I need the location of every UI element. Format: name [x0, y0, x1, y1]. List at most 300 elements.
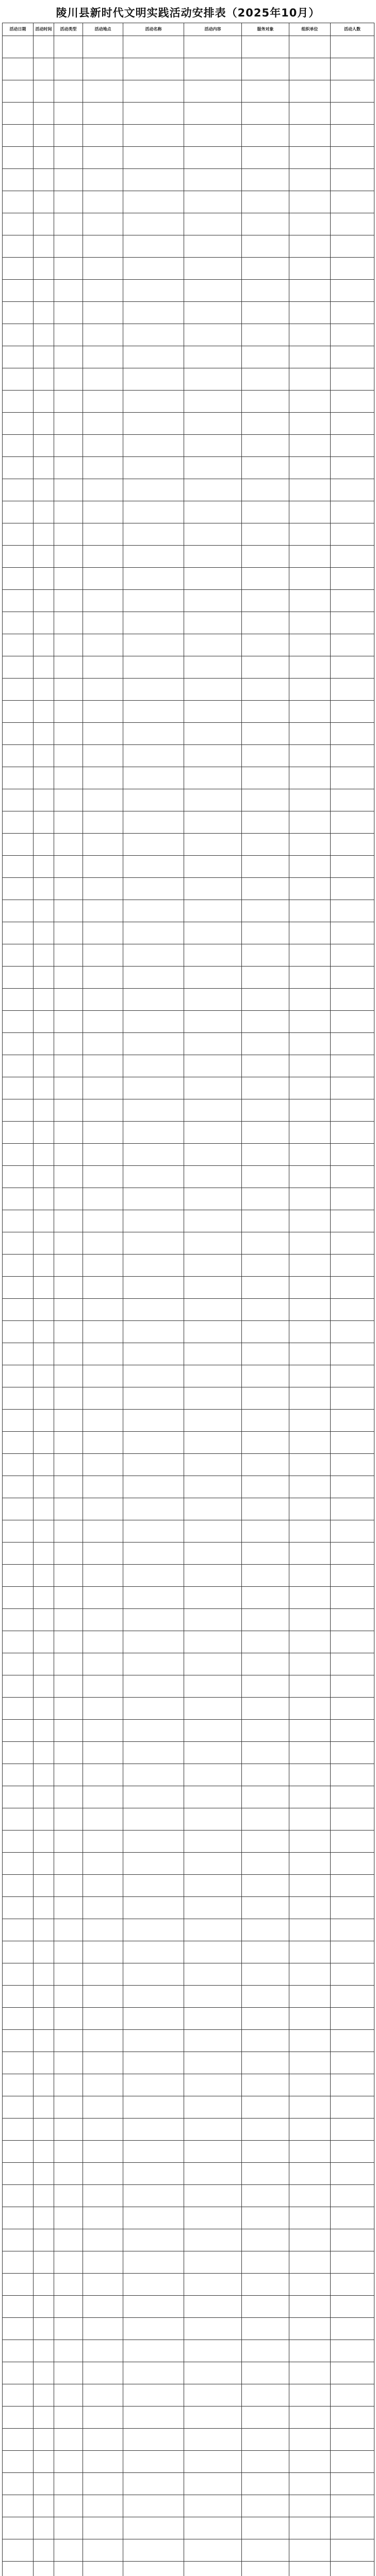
cell-location	[83, 1432, 123, 1454]
column-header-date: 活动日期	[3, 23, 34, 36]
cell-content	[184, 789, 242, 811]
cell-organizer	[289, 2296, 331, 2318]
cell-location	[83, 391, 123, 413]
cell-audience	[242, 2562, 289, 2576]
cell-time	[34, 435, 54, 457]
cell-content	[184, 679, 242, 701]
cell-content	[184, 1144, 242, 1166]
cell-type	[54, 1255, 83, 1277]
cell-name	[123, 36, 184, 58]
table-row	[3, 656, 374, 679]
cell-date	[3, 1255, 34, 1277]
table-row	[3, 1764, 374, 1786]
cell-type	[54, 1786, 83, 1808]
cell-type	[54, 834, 83, 856]
cell-organizer	[289, 1764, 331, 1786]
table-row	[3, 213, 374, 235]
cell-content	[184, 612, 242, 634]
cell-name	[123, 213, 184, 235]
cell-audience	[242, 368, 289, 391]
cell-people	[331, 280, 374, 302]
cell-organizer	[289, 2008, 331, 2030]
cell-location	[83, 989, 123, 1011]
column-header-time: 活动时间	[34, 23, 54, 36]
table-row	[3, 368, 374, 391]
cell-location	[83, 479, 123, 501]
cell-time	[34, 501, 54, 523]
cell-audience	[242, 2074, 289, 2096]
cell-organizer	[289, 900, 331, 922]
cell-time	[34, 1808, 54, 1831]
cell-content	[184, 1565, 242, 1587]
cell-audience	[242, 767, 289, 789]
cell-organizer	[289, 1476, 331, 1498]
cell-audience	[242, 546, 289, 568]
cell-time	[34, 2074, 54, 2096]
cell-audience	[242, 1609, 289, 1631]
cell-location	[83, 501, 123, 523]
cell-location	[83, 1786, 123, 1808]
cell-type	[54, 656, 83, 679]
cell-audience	[242, 723, 289, 745]
cell-organizer	[289, 967, 331, 989]
cell-date	[3, 989, 34, 1011]
cell-content	[184, 1609, 242, 1631]
cell-audience	[242, 280, 289, 302]
cell-content	[184, 501, 242, 523]
cell-date	[3, 1587, 34, 1609]
cell-time	[34, 612, 54, 634]
cell-audience	[242, 612, 289, 634]
table-row	[3, 1941, 374, 1963]
cell-name	[123, 1188, 184, 1210]
table-row	[3, 1808, 374, 1831]
cell-organizer	[289, 1919, 331, 1941]
cell-content	[184, 2207, 242, 2229]
cell-audience	[242, 568, 289, 590]
cell-organizer	[289, 723, 331, 745]
table-row	[3, 2074, 374, 2096]
cell-audience	[242, 435, 289, 457]
cell-organizer	[289, 656, 331, 679]
table-row	[3, 2251, 374, 2274]
cell-organizer	[289, 103, 331, 125]
cell-content	[184, 1099, 242, 1122]
cell-date	[3, 1875, 34, 1897]
cell-organizer	[289, 1742, 331, 1764]
table-row	[3, 1498, 374, 1520]
cell-type	[54, 523, 83, 546]
cell-date	[3, 2539, 34, 2562]
cell-people	[331, 1498, 374, 1520]
cell-content	[184, 1188, 242, 1210]
cell-time	[34, 2539, 54, 2562]
cell-name	[123, 1144, 184, 1166]
cell-name	[123, 1698, 184, 1720]
cell-name	[123, 2340, 184, 2362]
table-row	[3, 2274, 374, 2296]
cell-date	[3, 1609, 34, 1631]
cell-name	[123, 125, 184, 147]
cell-audience	[242, 1454, 289, 1476]
cell-organizer	[289, 58, 331, 80]
cell-content	[184, 1520, 242, 1543]
cell-time	[34, 656, 54, 679]
cell-time	[34, 1543, 54, 1565]
cell-name	[123, 501, 184, 523]
cell-type	[54, 2207, 83, 2229]
cell-audience	[242, 324, 289, 346]
cell-location	[83, 1255, 123, 1277]
cell-audience	[242, 58, 289, 80]
cell-location	[83, 1875, 123, 1897]
cell-audience	[242, 2207, 289, 2229]
cell-date	[3, 590, 34, 612]
cell-organizer	[289, 80, 331, 103]
cell-location	[83, 1631, 123, 1653]
cell-people	[331, 1122, 374, 1144]
table-row	[3, 1742, 374, 1764]
cell-type	[54, 169, 83, 191]
cell-location	[83, 2406, 123, 2429]
table-row	[3, 2185, 374, 2207]
cell-name	[123, 1520, 184, 1543]
cell-location	[83, 2495, 123, 2517]
cell-people	[331, 2296, 374, 2318]
cell-audience	[242, 302, 289, 324]
cell-type	[54, 36, 83, 58]
cell-organizer	[289, 1986, 331, 2008]
cell-time	[34, 191, 54, 213]
cell-date	[3, 2473, 34, 2495]
cell-type	[54, 900, 83, 922]
cell-location	[83, 856, 123, 878]
cell-time	[34, 1609, 54, 1631]
cell-name	[123, 58, 184, 80]
table-row	[3, 1853, 374, 1875]
cell-people	[331, 1963, 374, 1986]
cell-name	[123, 1808, 184, 1831]
cell-people	[331, 811, 374, 834]
cell-content	[184, 1764, 242, 1786]
cell-date	[3, 1232, 34, 1255]
cell-content	[184, 1255, 242, 1277]
cell-audience	[242, 1808, 289, 1831]
cell-people	[331, 2473, 374, 2495]
cell-content	[184, 1454, 242, 1476]
cell-time	[34, 1410, 54, 1432]
cell-location	[83, 679, 123, 701]
cell-content	[184, 2451, 242, 2473]
cell-time	[34, 811, 54, 834]
cell-organizer	[289, 1299, 331, 1321]
cell-name	[123, 1077, 184, 1099]
cell-name	[123, 1011, 184, 1033]
cell-name	[123, 368, 184, 391]
cell-location	[83, 1122, 123, 1144]
cell-location	[83, 789, 123, 811]
cell-people	[331, 302, 374, 324]
cell-date	[3, 1543, 34, 1565]
cell-location	[83, 1587, 123, 1609]
cell-type	[54, 1587, 83, 1609]
cell-content	[184, 967, 242, 989]
cell-time	[34, 1011, 54, 1033]
cell-date	[3, 1144, 34, 1166]
cell-name	[123, 612, 184, 634]
cell-name	[123, 2119, 184, 2141]
cell-people	[331, 1853, 374, 1875]
cell-organizer	[289, 944, 331, 967]
cell-date	[3, 723, 34, 745]
cell-name	[123, 1387, 184, 1410]
cell-date	[3, 258, 34, 280]
cell-type	[54, 1210, 83, 1232]
cell-content	[184, 391, 242, 413]
table-row	[3, 1210, 374, 1232]
cell-time	[34, 2030, 54, 2052]
cell-content	[184, 1543, 242, 1565]
cell-name	[123, 634, 184, 656]
cell-audience	[242, 1786, 289, 1808]
cell-location	[83, 147, 123, 169]
cell-type	[54, 80, 83, 103]
cell-people	[331, 1055, 374, 1077]
cell-type	[54, 368, 83, 391]
cell-name	[123, 878, 184, 900]
table-row	[3, 989, 374, 1011]
cell-time	[34, 324, 54, 346]
cell-name	[123, 1631, 184, 1653]
cell-time	[34, 1387, 54, 1410]
cell-time	[34, 1565, 54, 1587]
cell-location	[83, 1609, 123, 1631]
cell-content	[184, 1299, 242, 1321]
cell-organizer	[289, 2517, 331, 2539]
cell-audience	[242, 1698, 289, 1720]
cell-content	[184, 1343, 242, 1365]
cell-time	[34, 568, 54, 590]
cell-time	[34, 2119, 54, 2141]
cell-people	[331, 103, 374, 125]
cell-time	[34, 2384, 54, 2406]
cell-audience	[242, 656, 289, 679]
cell-location	[83, 2429, 123, 2451]
cell-people	[331, 723, 374, 745]
cell-location	[83, 701, 123, 723]
cell-audience	[242, 346, 289, 368]
cell-organizer	[289, 1808, 331, 1831]
cell-location	[83, 1742, 123, 1764]
table-row	[3, 834, 374, 856]
table-row	[3, 590, 374, 612]
cell-location	[83, 1653, 123, 1675]
cell-name	[123, 1321, 184, 1343]
cell-audience	[242, 2052, 289, 2074]
cell-audience	[242, 1831, 289, 1853]
cell-name	[123, 1720, 184, 1742]
cell-name	[123, 2296, 184, 2318]
cell-organizer	[289, 745, 331, 767]
cell-date	[3, 191, 34, 213]
cell-type	[54, 2251, 83, 2274]
cell-audience	[242, 1166, 289, 1188]
cell-location	[83, 457, 123, 479]
cell-audience	[242, 2451, 289, 2473]
cell-name	[123, 2185, 184, 2207]
column-header-people: 活动人数	[331, 23, 374, 36]
cell-location	[83, 2362, 123, 2384]
cell-organizer	[289, 679, 331, 701]
table-row	[3, 1454, 374, 1476]
cell-time	[34, 1454, 54, 1476]
table-row	[3, 1232, 374, 1255]
cell-type	[54, 1498, 83, 1520]
cell-organizer	[289, 1941, 331, 1963]
cell-location	[83, 1011, 123, 1033]
table-row	[3, 1255, 374, 1277]
cell-organizer	[289, 1897, 331, 1919]
table-row	[3, 2340, 374, 2362]
cell-audience	[242, 590, 289, 612]
cell-type	[54, 58, 83, 80]
cell-location	[83, 2207, 123, 2229]
cell-type	[54, 2539, 83, 2562]
cell-content	[184, 1963, 242, 1986]
cell-organizer	[289, 2251, 331, 2274]
cell-organizer	[289, 1077, 331, 1099]
cell-type	[54, 1011, 83, 1033]
cell-time	[34, 2185, 54, 2207]
cell-name	[123, 2251, 184, 2274]
cell-content	[184, 2384, 242, 2406]
cell-name	[123, 1055, 184, 1077]
cell-audience	[242, 391, 289, 413]
cell-date	[3, 479, 34, 501]
cell-organizer	[289, 2030, 331, 2052]
cell-date	[3, 546, 34, 568]
cell-location	[83, 1410, 123, 1432]
cell-name	[123, 789, 184, 811]
cell-organizer	[289, 2163, 331, 2185]
cell-type	[54, 1831, 83, 1853]
cell-audience	[242, 878, 289, 900]
cell-people	[331, 2384, 374, 2406]
cell-type	[54, 324, 83, 346]
cell-organizer	[289, 501, 331, 523]
cell-type	[54, 767, 83, 789]
table-row	[3, 1476, 374, 1498]
cell-time	[34, 2229, 54, 2251]
cell-type	[54, 213, 83, 235]
cell-content	[184, 1432, 242, 1454]
table-row	[3, 2207, 374, 2229]
cell-people	[331, 1387, 374, 1410]
cell-people	[331, 546, 374, 568]
cell-people	[331, 1144, 374, 1166]
cell-organizer	[289, 280, 331, 302]
cell-organizer	[289, 2141, 331, 2163]
table-row	[3, 2517, 374, 2539]
cell-location	[83, 1055, 123, 1077]
cell-name	[123, 1454, 184, 1476]
table-row	[3, 634, 374, 656]
cell-content	[184, 1166, 242, 1188]
cell-time	[34, 1831, 54, 1853]
cell-content	[184, 324, 242, 346]
cell-people	[331, 679, 374, 701]
cell-people	[331, 1343, 374, 1365]
cell-audience	[242, 523, 289, 546]
cell-date	[3, 1565, 34, 1587]
cell-date	[3, 834, 34, 856]
cell-organizer	[289, 1698, 331, 1720]
cell-organizer	[289, 2473, 331, 2495]
cell-name	[123, 1122, 184, 1144]
cell-location	[83, 213, 123, 235]
cell-name	[123, 457, 184, 479]
cell-type	[54, 1476, 83, 1498]
cell-location	[83, 1144, 123, 1166]
cell-type	[54, 1609, 83, 1631]
cell-audience	[242, 36, 289, 58]
cell-date	[3, 1365, 34, 1387]
cell-organizer	[289, 191, 331, 213]
cell-location	[83, 1565, 123, 1587]
cell-content	[184, 147, 242, 169]
cell-location	[83, 1764, 123, 1786]
cell-date	[3, 1454, 34, 1476]
cell-time	[34, 125, 54, 147]
cell-date	[3, 169, 34, 191]
column-header-audience: 服务对象	[242, 23, 289, 36]
cell-date	[3, 656, 34, 679]
cell-time	[34, 2318, 54, 2340]
cell-time	[34, 391, 54, 413]
cell-content	[184, 1897, 242, 1919]
cell-organizer	[289, 2119, 331, 2141]
cell-audience	[242, 1188, 289, 1210]
cell-people	[331, 435, 374, 457]
cell-type	[54, 2429, 83, 2451]
cell-type	[54, 1432, 83, 1454]
cell-time	[34, 1786, 54, 1808]
cell-audience	[242, 1033, 289, 1055]
table-row	[3, 1387, 374, 1410]
cell-name	[123, 523, 184, 546]
cell-time	[34, 1255, 54, 1277]
cell-time	[34, 745, 54, 767]
table-header-row	[3, 23, 374, 36]
cell-audience	[242, 1321, 289, 1343]
cell-location	[83, 58, 123, 80]
cell-organizer	[289, 2229, 331, 2251]
cell-content	[184, 2141, 242, 2163]
cell-date	[3, 2052, 34, 2074]
table-row	[3, 2096, 374, 2119]
cell-content	[184, 457, 242, 479]
cell-content	[184, 922, 242, 944]
cell-name	[123, 1343, 184, 1365]
cell-name	[123, 1653, 184, 1675]
cell-organizer	[289, 1786, 331, 1808]
cell-time	[34, 169, 54, 191]
cell-date	[3, 391, 34, 413]
cell-time	[34, 834, 54, 856]
cell-name	[123, 546, 184, 568]
cell-people	[331, 2008, 374, 2030]
cell-name	[123, 1277, 184, 1299]
